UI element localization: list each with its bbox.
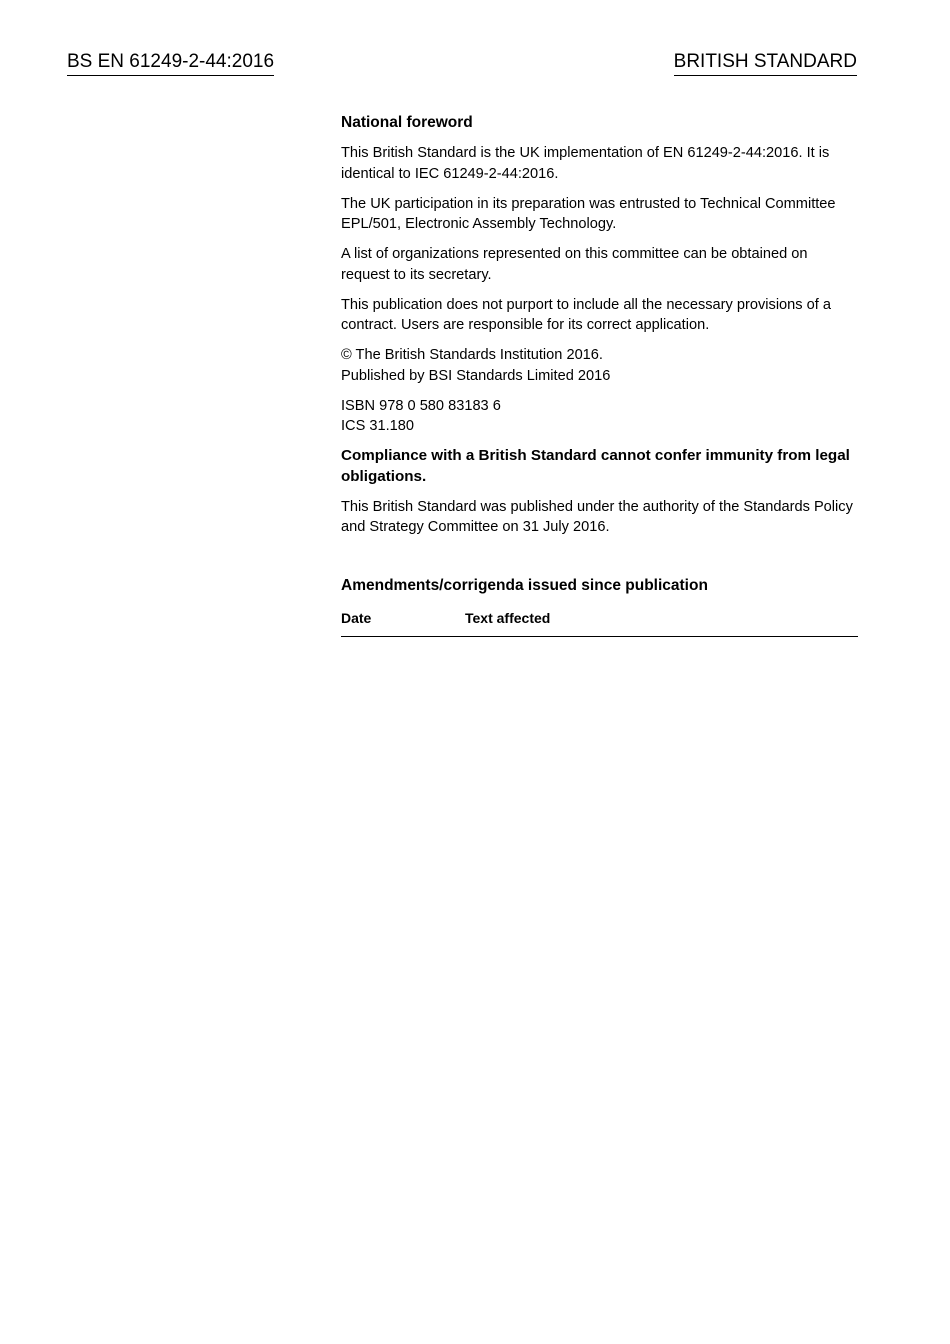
foreword-paragraph-implementation: This British Standard is the UK implementation of EN 61249-2-44:2016. It is identical to IEC 61249-2-44:2016. [341,145,830,182]
amendments-title: Amendments/corrigenda issued since publication [341,576,708,594]
column-header-date: Date [341,608,465,636]
authority-statement: This British Standard was published under the authority of the Standards Policy and Strategy Committee on 31 July 2016. [341,498,853,535]
identifiers-block [341,396,858,437]
copyright-block [341,345,858,386]
isbn-line: ISBN 978 0 580 83183 6 [341,397,501,414]
foreword-title: National foreword [341,114,473,131]
copyright-line: © The British Standards Institution 2016. [341,347,603,363]
document-id: BS EN 61249-2-44:2016 [67,50,274,76]
foreword-paragraph-provisions: This publication does not purport to include all the necessary provisions of a contract. Users are responsible for its correct application. [341,296,831,333]
amendments-table [341,608,858,637]
publisher-line: Published by BSI Standards Limited 2016 [341,367,611,384]
amendments-header-row [341,608,858,636]
foreword-paragraph-committee: The UK participation in its preparation was entrusted to Technical Committee EPL/501, Electronic Assembly Technology. [341,195,836,232]
ics-line: ICS 31.180 [341,418,415,434]
foreword-paragraph-organizations: A list of organizations represented on this committee can be obtained on request to its secretary. [341,246,808,283]
document-category: BRITISH STANDARD [674,50,857,76]
compliance-statement: Compliance with a British Standard cannot confer immunity from legal obligations. [341,447,850,485]
national-foreword-section [341,113,858,637]
column-header-text-affected: Text affected [465,608,858,636]
